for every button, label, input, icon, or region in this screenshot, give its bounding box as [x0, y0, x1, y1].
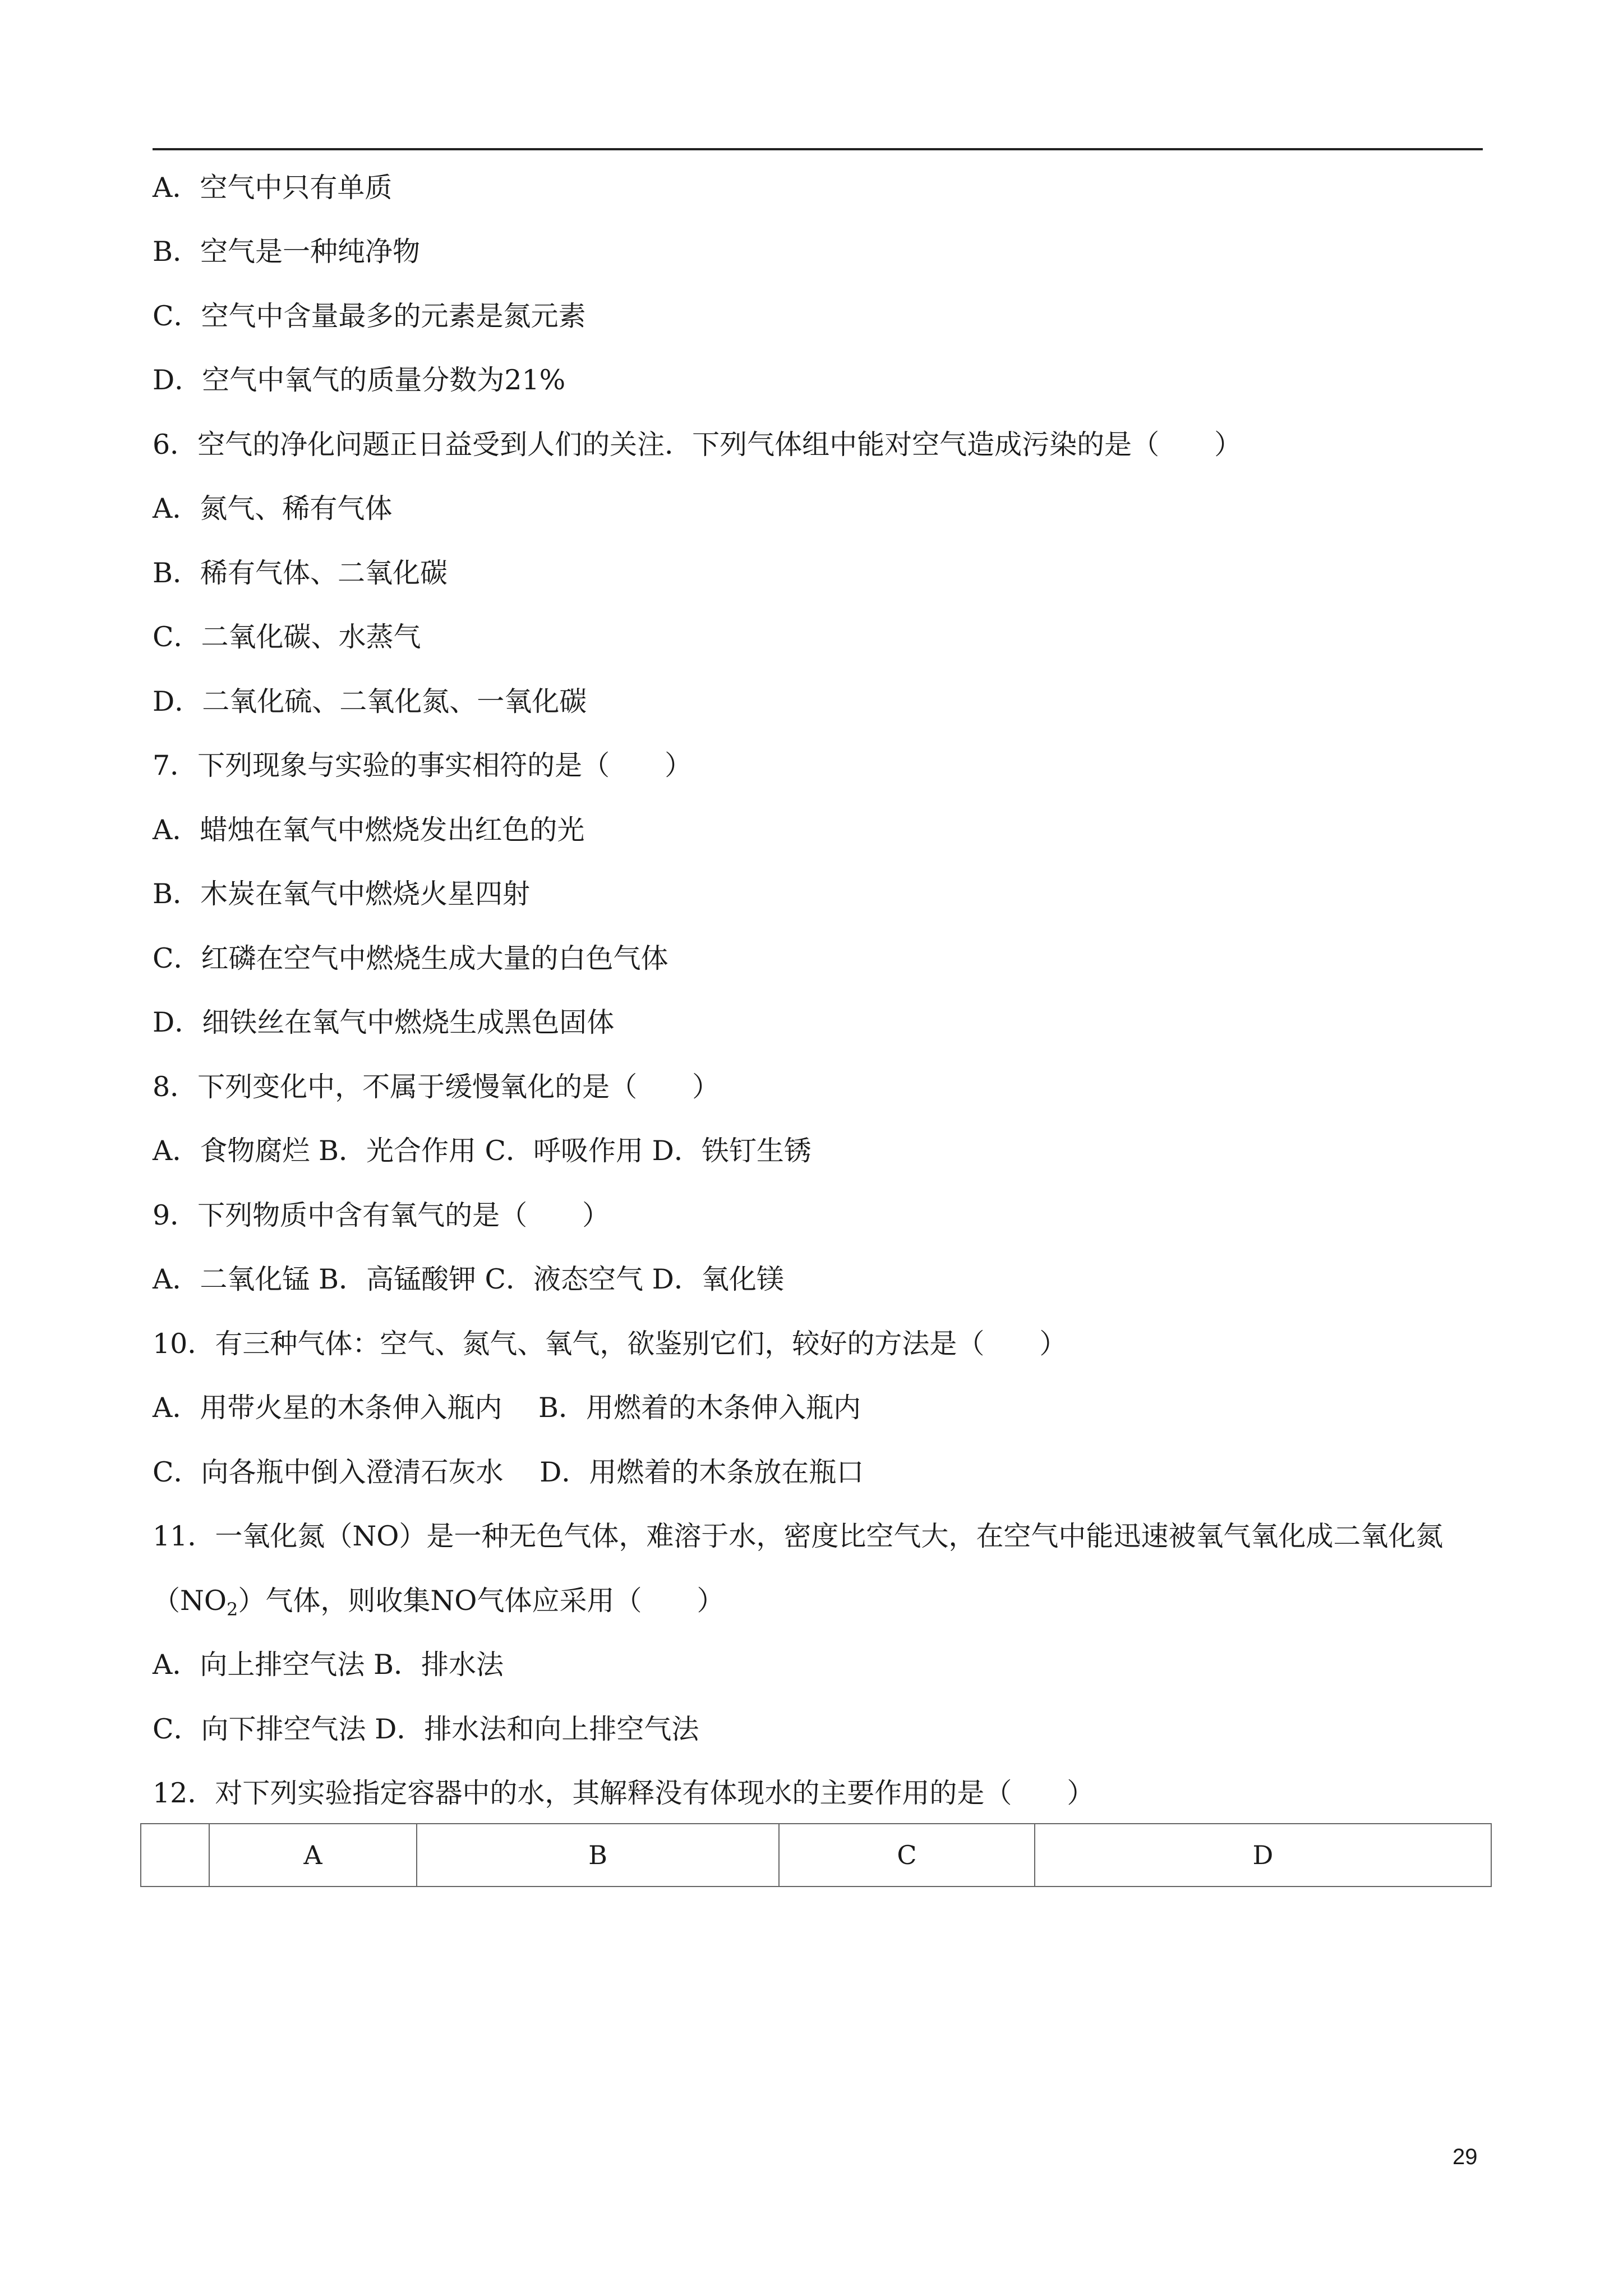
options-9: A．二氧化锰 B．高锰酸钾 C．液态空气 D．氧化镁	[153, 1263, 784, 1295]
options-11ab: A．向上排空气法 B．排水法	[153, 1649, 504, 1681]
option-5b: B．空气是一种纯净物	[153, 236, 421, 268]
options-10cd: C．向各瓶中倒入澄清石灰水 D．用燃着的木条放在瓶口	[153, 1456, 864, 1488]
q11-subscript: 2	[227, 1599, 238, 1620]
page-number: 29	[1453, 2145, 1478, 2169]
option-5a: A．空气中只有单质	[153, 172, 393, 204]
option-7a: A．蜡烛在氧气中燃烧发出红色的光	[153, 814, 585, 846]
question-10: 10．有三种气体：空气、氮气、氧气，欲鉴别它们，较好的方法是（ ）	[153, 1328, 1067, 1360]
option-7d: D．细铁丝在氧气中燃烧生成黑色固体	[153, 1006, 615, 1038]
header-rule	[153, 148, 1483, 150]
options-8: A．食物腐烂 B．光合作用 C．呼吸作用 D．铁钉生锈	[153, 1135, 811, 1167]
table-header-row	[141, 1824, 1491, 1887]
question-11-line1: 11．一氧化氮（NO）是一种无色气体，难溶于水，密度比空气大，在空气中能迅速被氧气氧化成二氧化氮	[153, 1520, 1444, 1552]
option-6c: C．二氧化碳、水蒸气	[153, 621, 421, 653]
table-cell-c: C	[779, 1824, 1035, 1887]
question-6: 6．空气的净化问题正日益受到人们的关注．下列气体组中能对空气造成污染的是（ ）	[153, 429, 1242, 461]
table-cell-d: D	[1035, 1824, 1491, 1887]
option-6b: B．稀有气体、二氧化碳	[153, 557, 448, 589]
question-11-line2	[153, 1584, 724, 1626]
option-6a: A．氮气、稀有气体	[153, 493, 393, 524]
options-10ab: A．用带火星的木条伸入瓶内 B．用燃着的木条伸入瓶内	[153, 1392, 861, 1424]
option-6d: D．二氧化硫、二氧化氮、一氧化碳	[153, 685, 587, 717]
answer-table	[140, 1823, 1492, 1887]
options-11cd: C．向下排空气法 D．排水法和向上排空气法	[153, 1713, 699, 1745]
q11-suffix: ）气体，则收集NO气体应采用（ ）	[238, 1585, 725, 1617]
table-cell-a: A	[209, 1824, 417, 1887]
option-7c: C．红磷在空气中燃烧生成大量的白色气体	[153, 942, 668, 974]
question-9: 9．下列物质中含有氧气的是（ ）	[153, 1199, 610, 1231]
table-cell-blank	[141, 1824, 209, 1887]
option-5c: C．空气中含量最多的元素是氮元素	[153, 300, 586, 332]
q11-prefix: （NO	[153, 1585, 227, 1617]
table-cell-b: B	[417, 1824, 779, 1887]
option-7b: B．木炭在氧气中燃烧火星四射	[153, 878, 531, 910]
question-7: 7．下列现象与实验的事实相符的是（ ）	[153, 749, 693, 781]
question-12: 12．对下列实验指定容器中的水，其解释没有体现水的主要作用的是（ ）	[153, 1777, 1095, 1809]
option-5d: D．空气中氧气的质量分数为21%	[153, 364, 566, 396]
question-8: 8．下列变化中，不属于缓慢氧化的是（ ）	[153, 1071, 720, 1103]
